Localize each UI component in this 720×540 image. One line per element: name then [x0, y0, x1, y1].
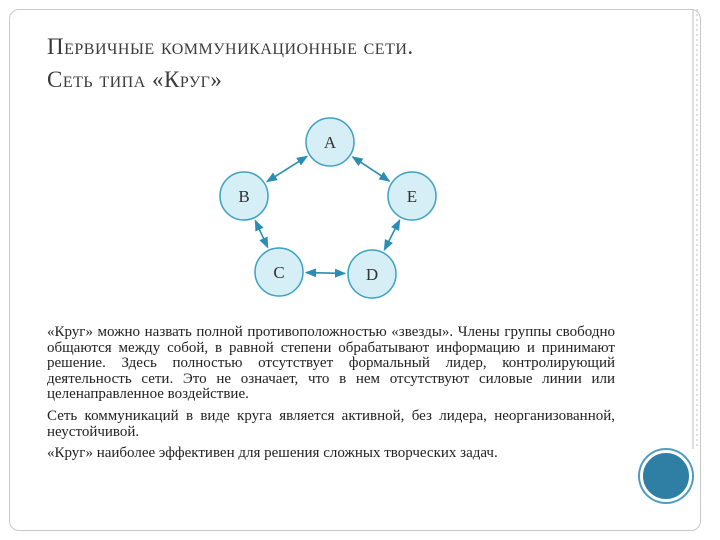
edge-C-D [306, 273, 345, 274]
paragraph-3: «Круг» наиболее эффективен для решения сложных творческих задач. [47, 445, 498, 462]
node-label: C [273, 263, 285, 282]
node-label: A [323, 133, 337, 152]
node-label: D [365, 265, 379, 284]
edge-B-C [255, 221, 267, 248]
node-D [348, 250, 396, 298]
node-C [255, 248, 303, 296]
node-label: E [406, 187, 418, 206]
paragraph-2: Сеть коммуникаций в виде круга является активной, без лидера, неорганизованной, неустойчивой. [47, 407, 615, 440]
decorative-circle-badge [640, 450, 692, 502]
node-A [306, 118, 354, 166]
node-E [388, 172, 436, 220]
title-line-2: Сеть типа «Круг» [47, 67, 223, 92]
body-text [47, 325, 615, 468]
node-label: B [238, 187, 250, 206]
edge-A-E [353, 157, 390, 181]
nodes-layer [220, 118, 436, 298]
edge-A-B [267, 156, 307, 181]
title-line-1: Первичные коммуникационные сети. [47, 34, 414, 59]
paragraph-1: «Круг» можно назвать полной противоположностью «звезды». Члены группы свободно общаются между собой, в равной степени обрабатывают информацию и принимают решение. Здесь полностью отсутствует формальный лидер, контролирующий деятельность сети. Это не означает, что в нем отсутствуют силовые линии или целенаправленное воздействие. [47, 324, 615, 403]
node-B [220, 172, 268, 220]
edge-E-D [384, 220, 399, 250]
